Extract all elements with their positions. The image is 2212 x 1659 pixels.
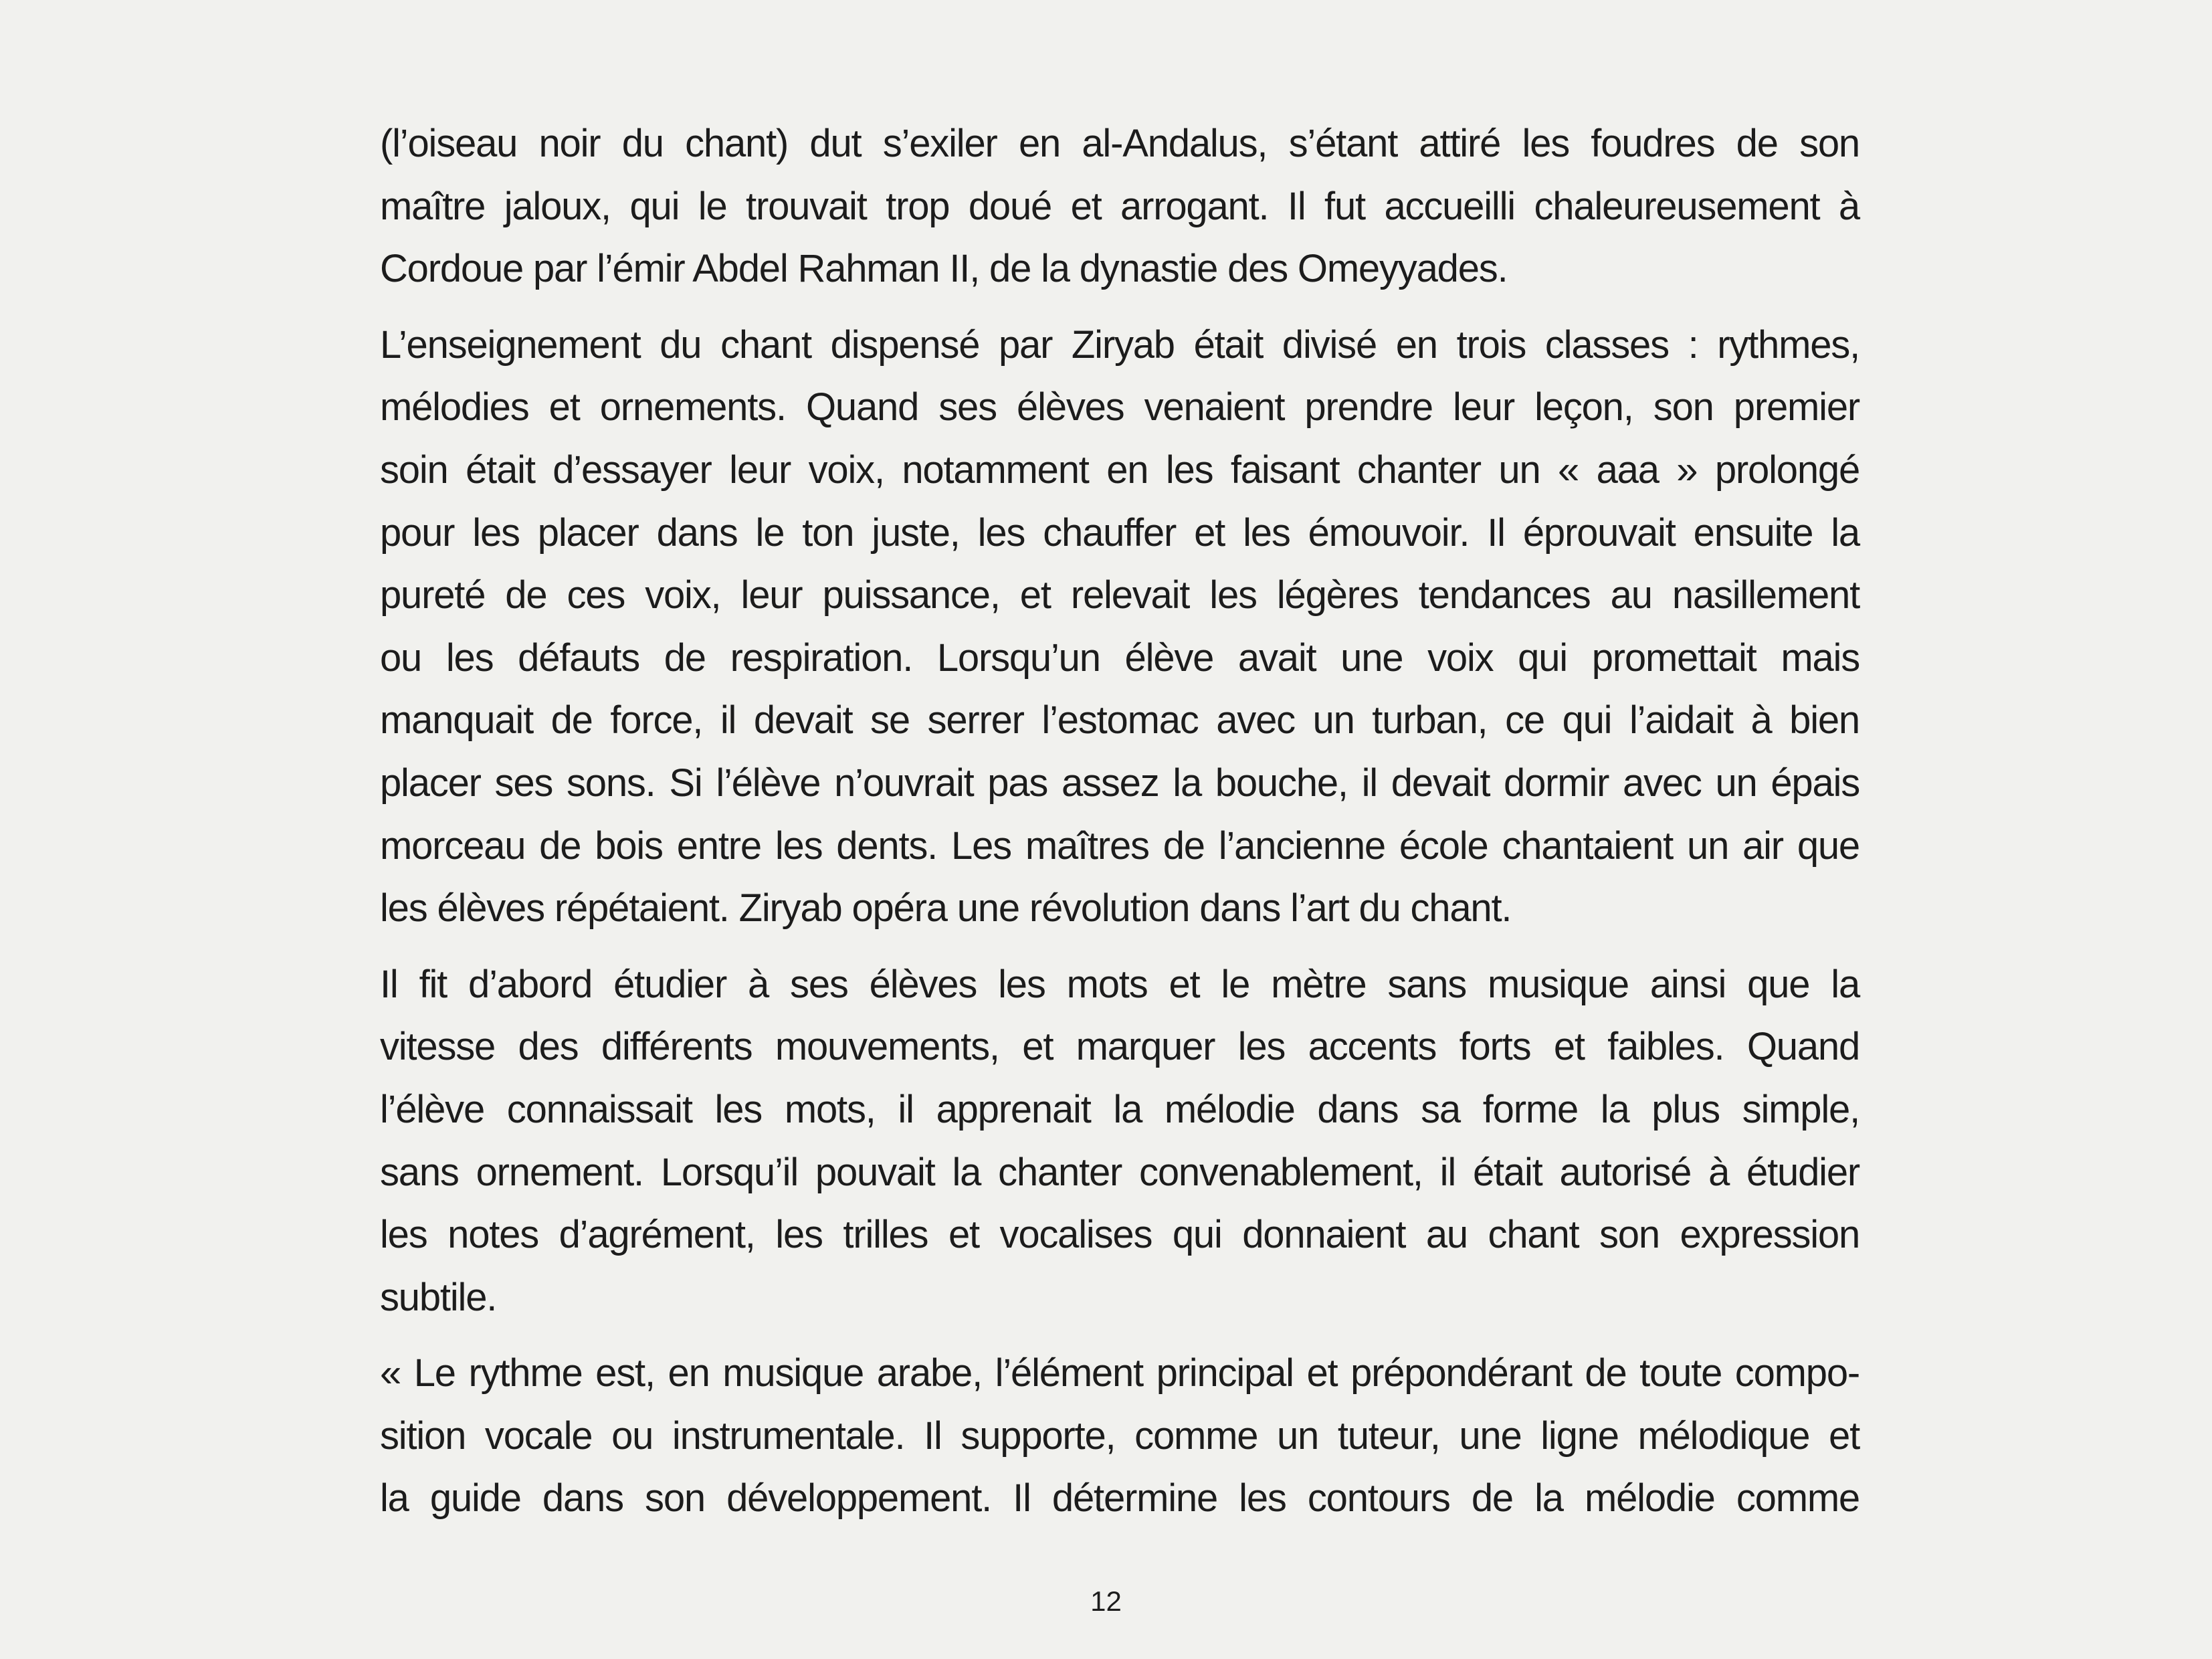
paragraph-2 <box>380 314 1859 940</box>
text-line: Il fit d’abord étudier à ses élèves les mots et le mètre sans musique ainsi que la <box>380 962 1859 1006</box>
text-line: placer ses sons. Si l’élève n’ouvrait pas assez la bouche, il devait dormir avec un épais <box>380 761 1859 805</box>
text-line: soin était d’essayer leur voix, notamment en les faisant chanter un « aaa » prolongé <box>380 448 1859 492</box>
text-line: pureté de ces voix, leur puissance, et relevait les légères tendances au nasillement <box>380 573 1859 617</box>
text-line: L’enseignement du chant dispensé par Ziryab était divisé en trois classes : rythmes, <box>380 322 1859 367</box>
paragraph-3 <box>380 953 1859 1329</box>
text-line: les élèves répétaient. Ziryab opéra une révolution dans l’art du chant. <box>380 886 1512 931</box>
text-line: maître jaloux, qui le trouvait trop doué et arrogant. Il fut accueilli chaleureusement à <box>380 184 1859 228</box>
text-line: subtile. <box>380 1275 497 1319</box>
body-text <box>380 112 1859 1543</box>
text-line: sans ornement. Lorsqu’il pouvait la chanter convenablement, il était autorisé à étudier <box>380 1150 1859 1194</box>
text-line: les notes d’agrément, les trilles et vocalises qui donnaient au chant son expression <box>380 1213 1859 1257</box>
paragraph-4 <box>380 1342 1859 1530</box>
text-line: ou les défauts de respiration. Lorsqu’un élève avait une voix qui promettait mais <box>380 636 1859 680</box>
text-line: l’élève connaissait les mots, il apprenait la mélodie dans sa forme la plus simple, <box>380 1087 1859 1131</box>
text-line: pour les placer dans le ton juste, les chauffer et les émouvoir. Il éprouvait ensuite la <box>380 510 1859 555</box>
text-line: la guide dans son développement. Il détermine les contours de la mélodie comme <box>380 1476 1859 1521</box>
text-line: morceau de bois entre les dents. Les maîtres de l’ancienne école chantaient un air que <box>380 823 1859 868</box>
text-line: manquait de force, il devait se serrer l’estomac avec un turban, ce qui l’aidait à bien <box>380 698 1859 743</box>
text-line: Cordoue par l’émir Abdel Rahman II, de la dynastie des Omeyyades. <box>380 247 1508 291</box>
text-line: (l’oiseau noir du chant) dut s’exiler en al-Andalus, s’étant attiré les foudres de son <box>380 122 1859 165</box>
text-line: vitesse des différents mouvements, et marquer les accents forts et faibles. Quand <box>380 1025 1859 1069</box>
text-line: mélodies et ornements. Quand ses élèves venaient prendre leur leçon, son premier <box>380 385 1859 429</box>
text-line: sition vocale ou instrumentale. Il supporte, comme un tuteur, une ligne mélodique et <box>380 1413 1859 1458</box>
text-line: « Le rythme est, en musique arabe, l’élément principal et prépondérant de toute compo- <box>380 1351 1859 1395</box>
page-number: 12 <box>1090 1585 1122 1617</box>
paragraph-1 <box>380 112 1859 300</box>
